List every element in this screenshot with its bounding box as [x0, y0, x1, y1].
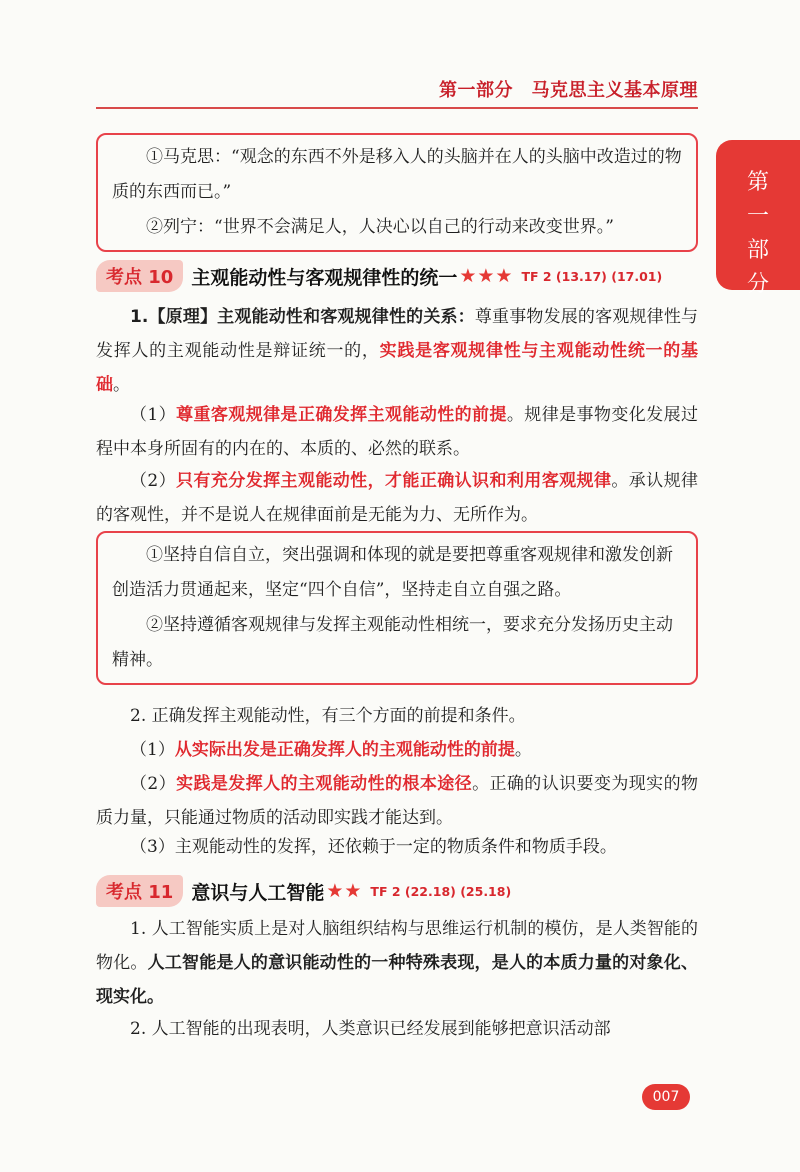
ai-paragraph-1 [96, 912, 698, 1014]
knowledge-point-title: 意识与人工智能 [191, 881, 325, 904]
side-tab-char: 一 [746, 204, 769, 229]
point-number: （2） [130, 774, 177, 794]
side-tab-char: 部 [746, 238, 769, 263]
importance-stars-icon: ★★★ [459, 265, 514, 287]
principle-paragraph [96, 300, 698, 402]
knowledge-point-10-heading [96, 259, 662, 293]
exam-frequency: TF 2 (22.18) (25.18) [370, 883, 512, 899]
principle-text: 尊重事物发展的客观规律性与发挥人的主观能动性是辩证统一的， [96, 307, 698, 361]
ai-bold-text: 人工智能是人的意识能动性的一种特殊表现，是人的本质力量的对象化、现实化。 [96, 953, 699, 1007]
exam-frequency: TF 2 (13.17) (17.01) [521, 268, 663, 284]
quote-lenin: ②列宁：“世界不会满足人，人决心以自己的行动来改变世界。” [146, 217, 614, 237]
point-highlight: 从实际出发是正确发挥人的主观能动性的前提 [174, 740, 515, 760]
note-item: ①坚持自信自立，突出强调和体现的就是要把尊重客观规律和激发创新创造活力贯通起来，坚定“四个自信”，坚持走自立自强之路。 [112, 545, 673, 600]
point-text: 。承认规律的客观性，并不是说人在规律面前是无能为力、无所作为。 [96, 471, 699, 525]
ai-text: 1. 人工智能实质上是对人脑组织结构与思维运行机制的模仿，是人类智能的物化。 [96, 919, 698, 973]
running-header: 第一部分 马克思主义基本原理 [439, 80, 698, 101]
point-text: 。 [514, 740, 532, 760]
point-highlight: 只有充分发挥主观能动性，才能正确认识和利用客观规律 [176, 471, 612, 491]
conditions-intro: 2. 正确发挥主观能动性，有三个方面的前提和条件。 [130, 706, 526, 726]
policy-note-box [96, 531, 698, 685]
header-divider [96, 107, 698, 109]
knowledge-point-tag: 考点 11 [96, 875, 183, 907]
quote-box [96, 133, 698, 252]
side-tab-char: 第 [746, 170, 769, 195]
quote-marx: ①马克思：“观念的东西不外是移入人的头脑并在人的头脑中改造过的物质的东西而已。” [112, 147, 682, 202]
point-text: 。规律是事物变化发展过程中本身所固有的内在的、本质的、必然的联系。 [96, 405, 699, 459]
point-highlight: 尊重客观规律是正确发挥主观能动性的前提 [176, 405, 507, 425]
chapter-side-tab [716, 140, 800, 297]
principle-label: 1.【原理】主观能动性和客观规律性的关系： [130, 307, 475, 327]
principle-end: 。 [113, 375, 130, 395]
point-1-paragraph [96, 398, 698, 466]
point-2-paragraph [96, 464, 698, 532]
importance-stars-icon: ★★ [326, 880, 363, 902]
knowledge-point-tag: 考点 10 [96, 260, 183, 292]
ai-paragraph-2: 2. 人工智能的出现表明，人类意识已经发展到能够把意识活动部 [130, 1019, 611, 1039]
point-text: 。正确的认识要变为现实的物质力量，只能通过物质的活动即实践才能达到。 [96, 774, 699, 828]
condition-2 [96, 767, 698, 835]
knowledge-point-11-heading [96, 874, 511, 908]
principle-highlight: 实践是客观规律性与主观能动性统一的基础 [96, 341, 699, 395]
knowledge-point-title: 主观能动性与客观规律性的统一 [191, 266, 458, 289]
point-number: （2） [130, 471, 177, 491]
page-number: 007 [642, 1084, 690, 1110]
condition-1 [96, 733, 698, 767]
point-number: （1） [130, 740, 175, 760]
point-number: （1） [130, 405, 177, 425]
condition-3: （3）主观能动性的发挥，还依赖于一定的物质条件和物质手段。 [130, 837, 617, 857]
side-tab-char: 分 [746, 272, 769, 297]
point-highlight: 实践是发挥人的主观能动性的根本途径 [176, 774, 473, 794]
note-item: ②坚持遵循客观规律与发挥主观能动性相统一，要求充分发扬历史主动精神。 [112, 615, 673, 670]
